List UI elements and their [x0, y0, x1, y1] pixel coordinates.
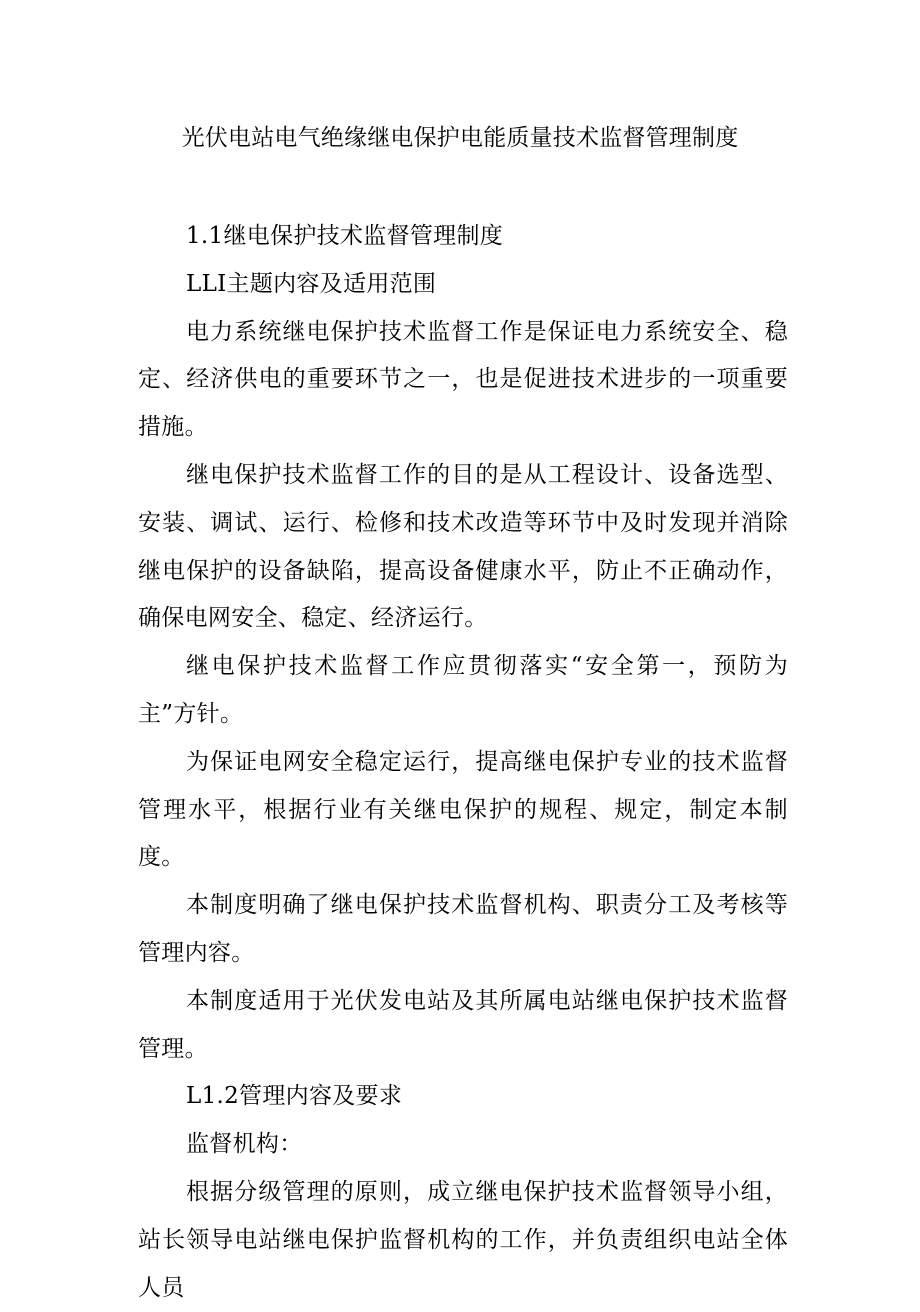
paragraph: 本制度适用于光伏发电站及其所属电站继电保护技术监督管理。 [138, 987, 788, 1062]
paragraph: 本制度明确了继电保护技术监督机构、职责分工及考核等管理内容。 [138, 892, 788, 966]
paragraph: 继电保护技术监督工作应贯彻落实“安全第一，预防为主”方针。 [138, 653, 788, 727]
subsection-heading: LLI主题内容及适用范围 [186, 270, 437, 297]
paragraph: 继电保护技术监督工作的目的是从工程设计、设备选型、安装、调试、运行、检修和技术改造等环节中及时发现并消除继电保护的设备缺陷，提高设备健康水平，防止不正确动作，确保电网安全、稳定、经济运行。 [138, 461, 788, 632]
document-title: 光伏电站电气绝缘继电保护电能质量技术监督管理制度 [181, 125, 739, 151]
subsection-heading: L1.2管理内容及要求 [186, 1083, 403, 1110]
paragraph: 根据分级管理的原则，成立继电保护技术监督领导小组，站长领导电站继电保护监督机构的工作，并负责组织电站全体人员 [138, 1178, 788, 1301]
section-heading: 1.1继电保护技术监督管理制度 [186, 223, 504, 249]
document-body [138, 213, 788, 1312]
paragraph: 为保证电网安全稳定运行，提高继电保护专业的技术监督管理水平，根据行业有关继电保护的规程、规定，制定本制度。 [138, 748, 788, 871]
subsection-label: 监督机构： [186, 1131, 303, 1158]
paragraph: 电力系统继电保护技术监督工作是保证电力系统安全、稳定、经济供电的重要环节之一，也是促进技术进步的一项重要措施。 [138, 318, 788, 441]
